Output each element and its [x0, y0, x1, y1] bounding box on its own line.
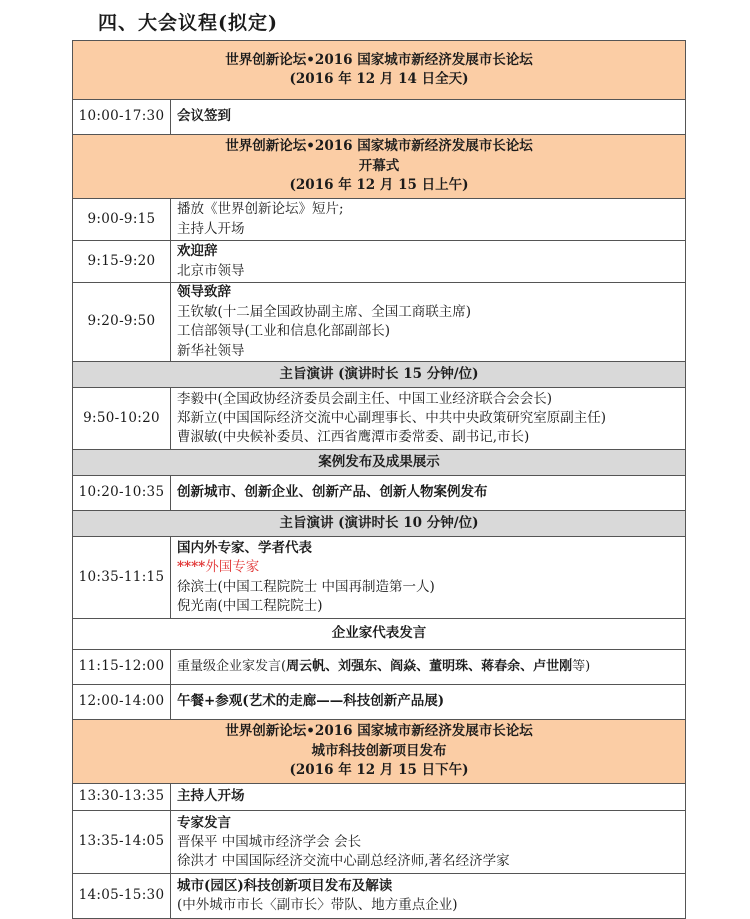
table-row — [73, 100, 686, 135]
time-cell: 13:35-14:05 — [73, 811, 171, 874]
day1-date: (2016 年 12 月 14 日全天) — [289, 71, 469, 87]
forum-title: 世界创新论坛•2016 国家城市新经济发展市长论坛 — [225, 138, 533, 155]
content-cell: 会议签到 — [171, 100, 686, 135]
agenda-line: 播放《世界创新论坛》短片; — [177, 201, 344, 217]
keynote2-header-row — [73, 511, 686, 537]
time-cell: 10:00-17:30 — [73, 100, 171, 135]
agenda-table — [72, 40, 686, 919]
agenda-line: 领导致辞 — [177, 284, 231, 300]
time-cell: 11:15-12:00 — [73, 650, 171, 685]
time-cell: 9:00-9:15 — [73, 199, 171, 241]
time-cell: 9:50-10:20 — [73, 388, 171, 450]
agenda-line: 新华社领导 — [177, 342, 245, 359]
content-cell: 主持人开场 — [171, 784, 686, 811]
agenda-line: 徐滨士(中国工程院院士 中国再制造第一人) — [177, 578, 435, 595]
agenda-line: 晋保平 中国城市经济学会 会长 — [177, 833, 362, 850]
keynote1-title: 主旨演讲 (演讲时长 15 分钟/位) — [73, 362, 686, 388]
agenda-line: 主持人开场 — [177, 220, 245, 237]
time-cell: 12:00-14:00 — [73, 685, 171, 720]
masked-name: **** — [177, 559, 206, 575]
foreign-expert-label: 外国专家 — [205, 559, 260, 575]
entrepreneur-header-row — [73, 619, 686, 650]
agenda-line: 北京市领导 — [177, 262, 245, 279]
agenda-line: 李毅中(全国政协经济委员会副主任、中国工业经济联合会会长) — [177, 391, 553, 407]
day2-pm-date: (2016 年 12 月 15 日下午) — [289, 762, 469, 779]
table-row — [73, 388, 686, 450]
agenda-line: 专家发言 — [177, 814, 231, 831]
agenda-line: 倪光南(中国工程院院士) — [177, 598, 323, 614]
table-row — [73, 283, 686, 362]
content-cell: 创新城市、创新企业、创新产品、创新人物案例发布 — [171, 476, 686, 511]
agenda-line: 曹淑敏(中央候补委员、江西省鹰潭市委常委、副书记,市长) — [177, 429, 530, 445]
forum-title: 世界创新论坛•2016 国家城市新经济发展市长论坛 — [225, 723, 533, 740]
agenda-line: 郑新立(中国国际经济交流中心副理事长、中共中央政策研究室原副主任) — [177, 410, 607, 426]
table-row — [73, 199, 686, 241]
table-row — [73, 784, 686, 811]
time-cell: 10:20-10:35 — [73, 476, 171, 511]
day1-header-row — [73, 41, 686, 100]
table-row — [73, 476, 686, 511]
entrepreneur-names: 周云帆、刘强东、阎焱、董明珠、蒋春余、卢世刚 — [286, 659, 573, 675]
time-cell: 9:20-9:50 — [73, 283, 171, 362]
table-row — [73, 811, 686, 874]
agenda-line-highlight — [177, 558, 681, 578]
table-row — [73, 650, 686, 685]
table-row — [73, 874, 686, 919]
entrepreneur-title: 企业家代表发言 — [73, 619, 686, 650]
speech-prefix: 重量级企业家发言( — [177, 659, 287, 675]
agenda-line: 徐洪才 中国国际经济交流中心副总经济师,著名经济学家 — [177, 852, 510, 869]
case-title: 案例发布及成果展示 — [73, 450, 686, 476]
agenda-line: 城市(园区)科技创新项目发布及解读 — [177, 878, 393, 894]
keynote1-header-row — [73, 362, 686, 388]
speech-suffix: 等) — [572, 659, 591, 675]
case-header-row — [73, 450, 686, 476]
section-heading: 四、大会议程(拟定) — [98, 12, 278, 34]
keynote2-title: 主旨演讲 (演讲时长 10 分钟/位) — [73, 511, 686, 537]
agenda-line: 工信部领导(工业和信息化部副部长) — [177, 323, 391, 339]
agenda-line: (中外城市市长〈副市长〉带队、地方重点企业) — [177, 897, 458, 913]
time-cell: 9:15-9:20 — [73, 241, 171, 283]
time-cell: 10:35-11:15 — [73, 537, 171, 619]
content-cell: 午餐+参观(艺术的走廊——科技创新产品展) — [171, 685, 686, 720]
table-row — [73, 241, 686, 283]
day2-am-date: (2016 年 12 月 15 日上午) — [289, 177, 469, 194]
forum-title: 世界创新论坛•2016 国家城市新经济发展市长论坛 — [225, 51, 533, 68]
day2-pm-header-row — [73, 720, 686, 784]
opening-subtitle: 开幕式 — [358, 157, 400, 174]
agenda-line: 欢迎辞 — [177, 243, 218, 259]
agenda-line: 王钦敏(十二届全国政协副主席、全国工商联主席) — [177, 303, 472, 320]
agenda-line: 国内外专家、学者代表 — [177, 539, 312, 556]
table-row — [73, 685, 686, 720]
day2-am-header-row — [73, 135, 686, 199]
project-release-subtitle: 城市科技创新项目发布 — [311, 742, 447, 759]
time-cell: 13:30-13:35 — [73, 784, 171, 811]
table-row — [73, 537, 686, 619]
time-cell: 14:05-15:30 — [73, 874, 171, 919]
